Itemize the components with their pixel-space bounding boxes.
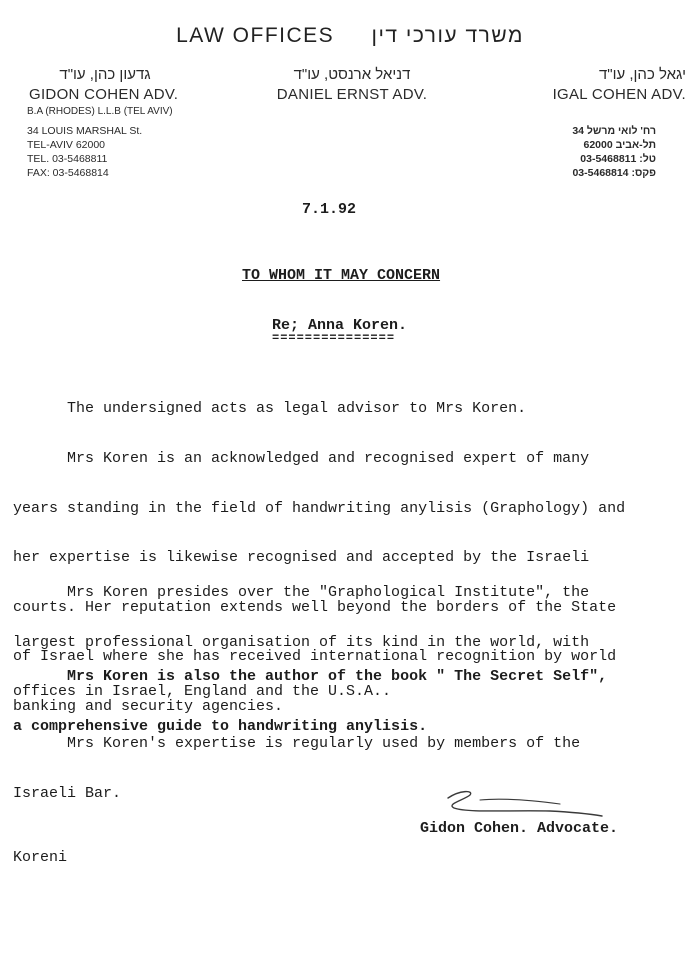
letterhead-title-hebrew: משרד עורכי דין <box>371 24 524 47</box>
right-address-block <box>520 124 656 180</box>
paragraph-line: The undersigned acts as legal advisor to Mrs Koren. <box>13 400 527 417</box>
handwritten-signature <box>440 786 610 822</box>
center-partner-name: DANIEL ERNST ADV. <box>276 86 428 103</box>
paragraph-line: her expertise is likewise recognised and accepted by the Israeli <box>13 549 590 566</box>
right-partner-hebrew-name: יגאל כהן, עו"ד <box>598 66 686 83</box>
right-address-line: תל-אביב 62000 <box>583 139 656 151</box>
paragraph-line: years standing in the field of handwriting anylisis (Graphology) and <box>13 499 626 517</box>
paragraph-line: a comprehensive guide to handwriting anylisis. <box>13 717 428 735</box>
right-partner-name: IGAL COHEN ADV. <box>552 86 686 103</box>
subject-line: Re; Anna Koren. <box>272 317 408 334</box>
letterhead-title <box>0 24 700 48</box>
paragraph-line: offices in Israel, England and the U.S.A.. <box>13 683 392 700</box>
paragraph-line: Mrs Koren is also the author of the book " The Secret Self", <box>13 668 608 685</box>
right-address-line: פקס: 03-5468814 <box>572 167 656 179</box>
paragraph-line: Mrs Koren's expertise is regularly used by members of the <box>13 735 581 752</box>
left-address-line: 34 LOUIS MARSHAL St. <box>27 125 143 137</box>
left-partner-name: GIDON COHEN ADV. <box>29 86 179 103</box>
left-partner-degrees: B.A (RHODES) L.L.B (TEL AVIV) <box>27 106 173 117</box>
paragraph-line: Mrs Koren is an acknowledged and recognised expert of many <box>13 450 590 467</box>
left-address-line: FAX: 03-5468814 <box>27 167 109 179</box>
center-partner-hebrew-name: דניאל ארנסט, עו"ד <box>293 66 411 83</box>
letter-heading: TO WHOM IT MAY CONCERN <box>242 267 441 284</box>
paragraph-line: banking and security agencies. <box>13 697 284 715</box>
paragraph-line: Israeli Bar. <box>13 784 122 802</box>
letterhead-title-latin: LAW OFFICES <box>176 24 335 47</box>
file-reference: Koreni <box>13 849 68 866</box>
paragraph-line: courts. Her reputation extends well beyond the borders of the State <box>13 598 617 616</box>
paragraph-line: largest professional organisation of its kind in the world, with <box>13 633 590 651</box>
paragraph-line: of Israel where she has received international recognition by world <box>13 648 617 665</box>
signature-line: Gidon Cohen. Advocate. <box>420 820 619 837</box>
left-address-line: TEL. 03-5468811 <box>27 153 108 165</box>
right-address-line: רח' לואי מרשל 34 <box>572 125 656 137</box>
letter-date: 7.1.92 <box>302 201 357 218</box>
paragraph-line: Mrs Koren presides over the "Graphological Institute", the <box>13 584 590 601</box>
subject-underline: =============== <box>272 331 396 345</box>
left-partner-hebrew-name: גדעון כהן, עו"ד <box>59 66 151 83</box>
right-address-line: טל: 03-5468811 <box>580 153 656 165</box>
left-address-block <box>27 124 142 180</box>
left-address-line: TEL-AVIV 62000 <box>27 139 106 151</box>
